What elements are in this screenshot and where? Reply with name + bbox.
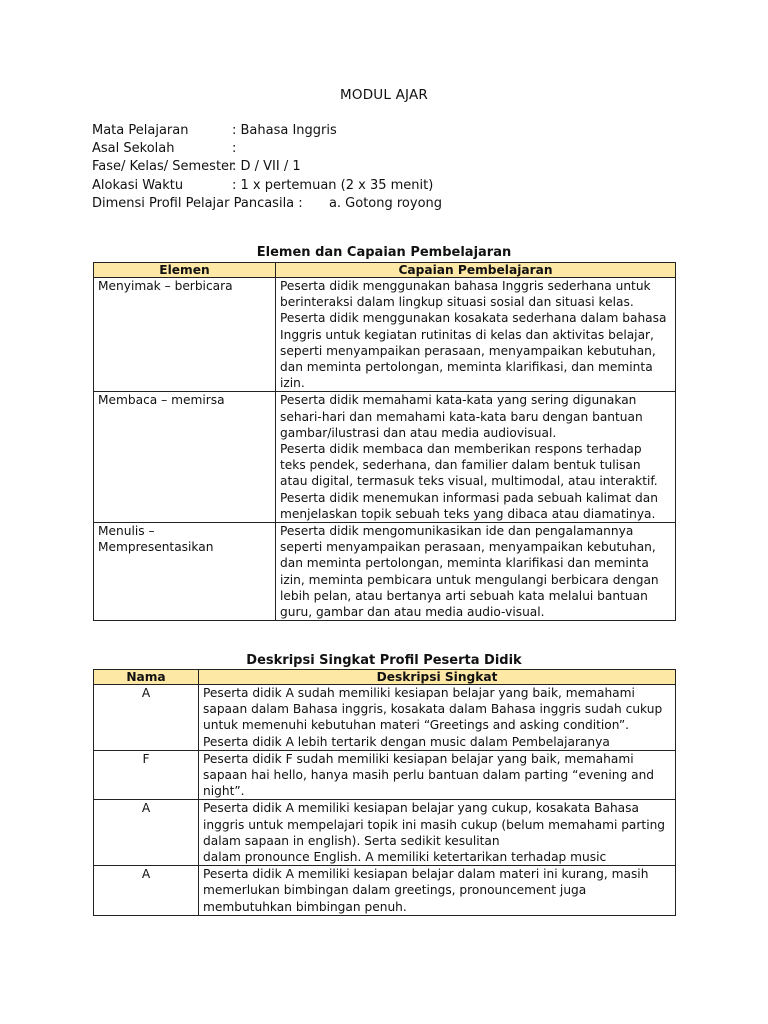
meta-label: Asal Sekolah	[92, 141, 175, 157]
table-row	[94, 750, 676, 800]
meta-value: : 1 x pertemuan (2 x 35 menit)	[232, 177, 434, 193]
profil-section-title: Deskripsi Singkat Profil Peserta Didik	[246, 653, 522, 668]
meta-value: a. Gotong royong	[328, 195, 443, 211]
table-row	[94, 800, 676, 866]
nama-cell: A	[94, 800, 199, 866]
column-header-nama: Nama	[94, 670, 199, 685]
meta-label: Mata Pelajaran	[92, 123, 189, 138]
capaian-paragraph: Peserta didik menggunakan kosakata sederhana dalam bahasa Inggris untuk kegiatan rutinitas di kelas dan aktivitas belajar, seperti menyampaikan perasaan, menyampaikan kebutuhan, dan meminta pertolongan, meminta klarifikasi, dan meminta izin.	[280, 311, 667, 391]
meta-row-alokasi-waktu	[92, 177, 442, 195]
meta-row-fase-kelas-semester	[92, 158, 442, 176]
meta-value: : Bahasa Inggris	[232, 123, 337, 138]
nama-cell: A	[94, 866, 199, 916]
table-row	[94, 685, 676, 751]
column-header-elemen: Elemen	[94, 263, 276, 278]
profil-table	[93, 669, 676, 916]
capaian-paragraph: Peserta didik memahami kata-kata yang sering digunakan sehari-hari dan memahami kata-kata baru dengan bantuan gambar/ilustrasi dan atau media audiovisual.	[280, 393, 643, 440]
capaian-cell	[276, 278, 676, 392]
elemen-cell: Membaca – memirsa	[94, 392, 276, 523]
meta-value: :	[232, 141, 237, 157]
deskripsi-paragraph: dalam pronounce English. A memiliki ketertarikan terhadap music	[203, 850, 607, 865]
column-header-deskripsi: Deskripsi Singkat	[199, 670, 676, 685]
meta-row-dimensi-profil	[92, 195, 442, 213]
deskripsi-cell	[199, 800, 676, 866]
table-row	[94, 392, 676, 523]
table-header-row	[94, 670, 676, 685]
meta-row-asal-sekolah	[92, 140, 442, 158]
nama-cell: A	[94, 685, 199, 751]
deskripsi-cell	[199, 866, 676, 916]
capaian-paragraph: Peserta didik mengomunikasikan ide dan pengalamannya seperti menyampaikan perasaan, menyampaikan kebutuhan, dan meminta pertolongan, meminta klarifikasi dan meminta izin, meminta pembicara untuk mengulangi berbicara dengan lebih pelan, atau bertanya arti sebuah kata melalui bantuan guru, gambar dan atau media audio-visual.	[280, 524, 659, 620]
table-header-row	[94, 263, 676, 278]
meta-row-mata-pelajaran	[92, 122, 442, 140]
deskripsi-paragraph: Peserta didik A sudah memiliki kesiapan belajar yang baik, memahami sapaan dalam Bahasa inggris, kosakata dalam Bahasa inggris sudah cukup untuk memenuhi kebutuhan materi “Greetings and asking condition”. Peserta didik A lebih tertarik dengan music dalam Pembelajaranya	[203, 686, 663, 749]
meta-label: Dimensi Profil Pelajar Pancasila :	[92, 195, 303, 211]
capaian-paragraph: Peserta didik menggunakan bahasa Inggris sederhana untuk berinteraksi dalam lingkup situasi sosial dan situasi kelas.	[280, 279, 651, 310]
deskripsi-cell	[199, 685, 676, 751]
deskripsi-paragraph: Peserta didik A memiliki kesiapan belajar yang cukup, kosakata Bahasa inggris untuk mempelajari topik ini masih cukup (belum memahami parting dalam sapaan in english). Serta sedikit kesulitan	[203, 801, 666, 848]
nama-cell: F	[94, 750, 199, 800]
meta-value: : D / VII / 1	[232, 159, 301, 175]
meta-label: Fase/ Kelas/ Semester	[92, 159, 235, 175]
table-row	[94, 523, 676, 621]
deskripsi-cell	[199, 750, 676, 800]
meta-label: Alokasi Waktu	[92, 177, 184, 193]
capaian-section-title: Elemen dan Capaian Pembelajaran	[256, 245, 512, 260]
module-info	[92, 122, 442, 213]
capaian-paragraph: Peserta didik membaca dan memberikan respons terhadap teks pendek, sederhana, dan familier dalam bentuk tulisan atau digital, termasuk teks visual, multimodal, atau interaktif. Peserta didik menemukan informasi pada sebuah kalimat dan	[280, 442, 658, 505]
capaian-cell	[276, 392, 676, 523]
deskripsi-paragraph: Peserta didik F sudah memiliki kesiapan belajar yang baik, memahami sapaan hai hello, hanya masih perlu bantuan dalam parting “evening and night”.	[203, 751, 655, 799]
capaian-table	[93, 262, 676, 621]
table-row	[94, 278, 676, 392]
elemen-cell: Menyimak – berbicara	[94, 278, 276, 392]
deskripsi-paragraph: Peserta didik A memiliki kesiapan belajar dalam materi ini kurang, masih memerlukan bimbingan dalam greetings, pronouncement juga membutuhkan bimbingan penuh.	[203, 867, 649, 914]
document-title: MODUL AJAR	[340, 87, 428, 103]
column-header-capaian: Capaian Pembelajaran	[276, 263, 676, 278]
capaian-paragraph: menjelaskan topik sebuah teks yang dibaca atau diamatinya.	[280, 506, 656, 521]
table-row	[94, 866, 676, 916]
elemen-cell: Menulis – Mempresentasikan	[94, 523, 276, 621]
capaian-cell	[276, 523, 676, 621]
